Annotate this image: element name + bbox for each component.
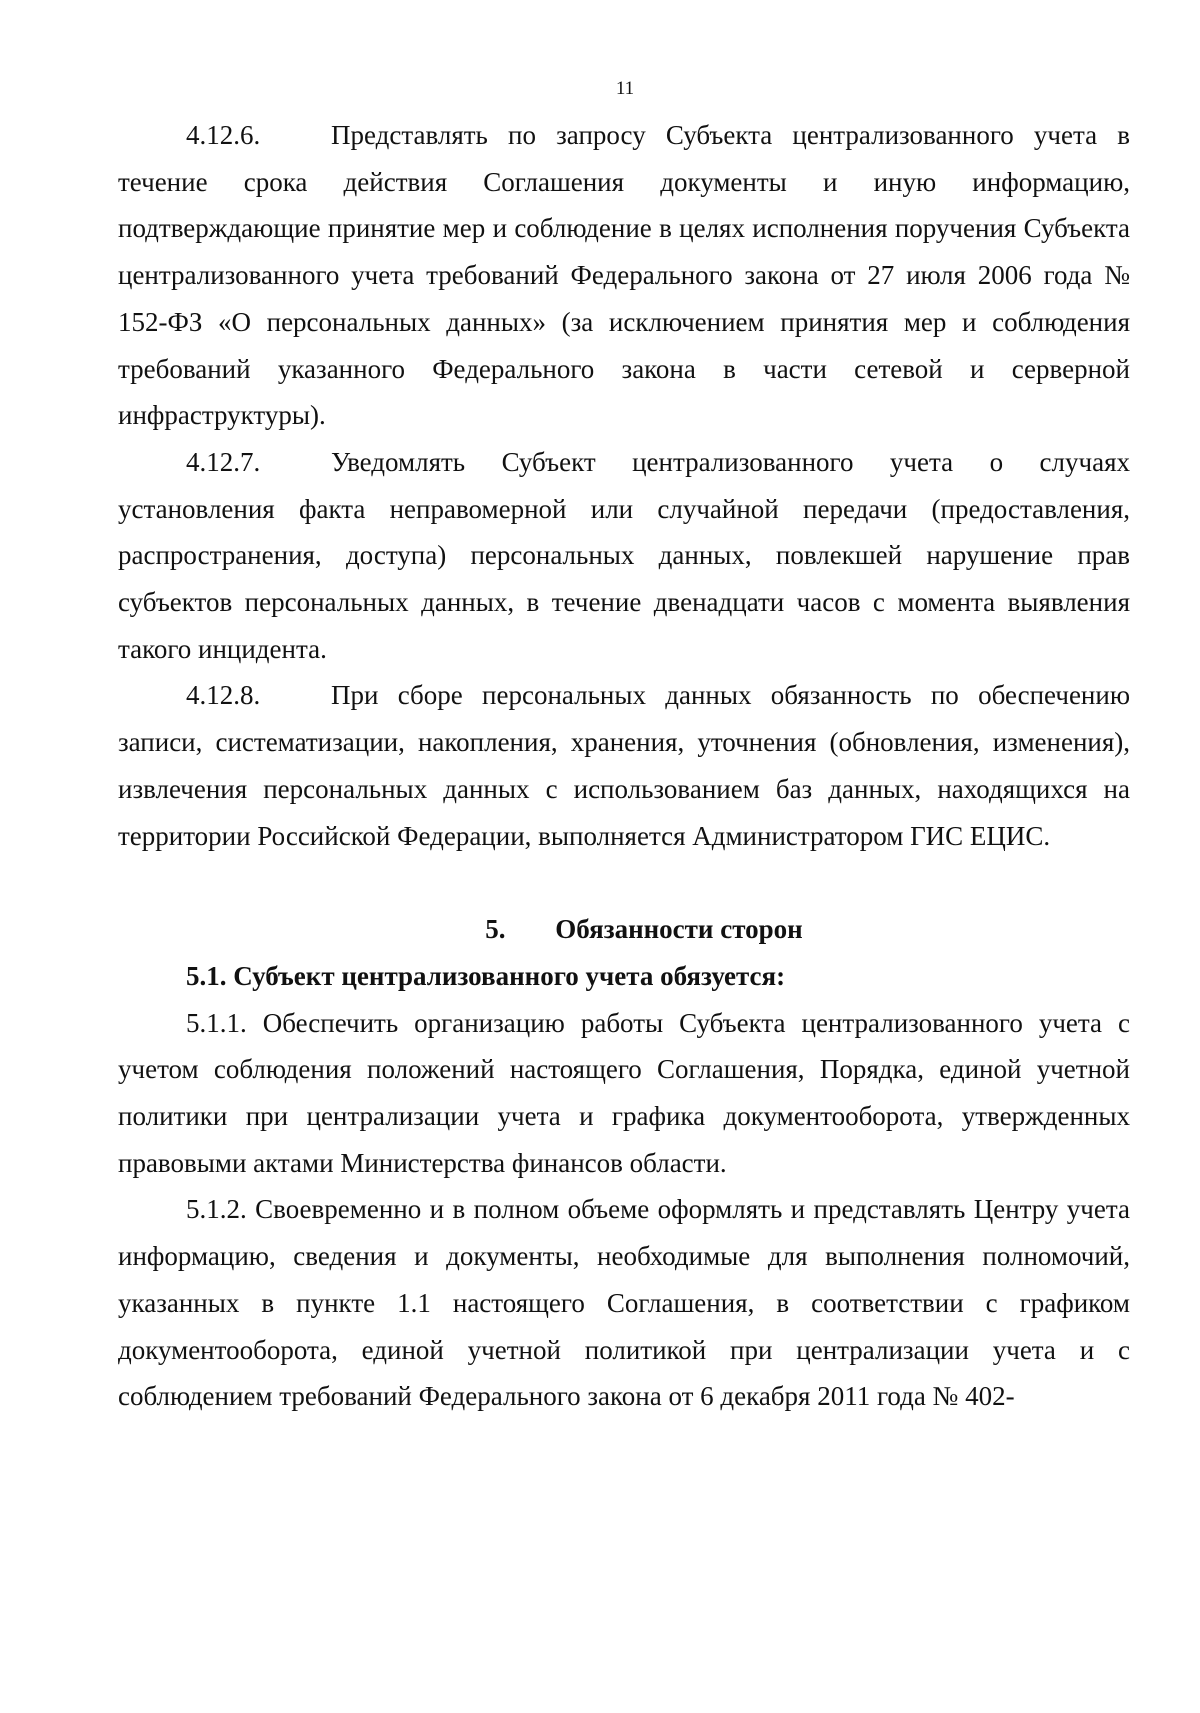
section-spacer bbox=[118, 859, 1130, 906]
document-body bbox=[118, 112, 1130, 1420]
paragraph-5-1-2: 5.1.2. Своевременно и в полном объеме оформлять и представлять Центру учета информацию, сведения и документы, необходимые для выполнения полномочий, указанных в пункте 1.1 настоящего Соглашения, в соответствии с графиком документооборота, единой учетной политикой при централизации учета и с соблюдением требований Федерального закона от 6 декабря 2011 года № 402- bbox=[118, 1194, 1130, 1412]
paragraph-number: 4.12.8. bbox=[186, 680, 261, 711]
paragraph-text: Уведомлять Субъект централизованного учета о случаях установления факта неправомерной или случайной передачи (предоставления, распространения, доступа) персональных данных, повлекшей нарушение прав субъектов персональных данных, в течение двенадцати часов с момента выявления такого инцидента. bbox=[118, 446, 1130, 664]
paragraph-4-12-8 bbox=[118, 672, 1130, 859]
page-number: 11 bbox=[615, 78, 635, 99]
paragraph-text: Представлять по запросу Субъекта централизованного учета в течение срока действия Соглашения документы и иную информацию, подтверждающие принятие мер и соблюдение в целях исполнения поручения Субъекта централизованного учета требований Федерального закона от 27 июля 2006 года № 152-ФЗ «О персональных данных» (за исключением принятия мер и соблюдения требований указанного Федерального закона в части сетевой и серверной инфраструктуры). bbox=[118, 120, 1130, 431]
paragraph-text: При сборе персональных данных обязанность по обеспечению записи, систематизации, накопления, хранения, уточнения (обновления, изменения), извлечения персональных данных с использованием баз данных, находящихся на территории Российской Федерации, выполняется Администратором ГИС ЕЦИС. bbox=[118, 680, 1130, 851]
paragraph-4-12-6 bbox=[118, 112, 1130, 439]
paragraph-4-12-7 bbox=[118, 439, 1130, 673]
paragraph-5-1-1: 5.1.1. Обеспечить организацию работы Субъекта централизованного учета с учетом соблюдения положений настоящего Соглашения, Порядка, единой учетной политики при централизации учета и графика документооборота, утвержденных правовыми актами Министерства финансов области. bbox=[118, 1007, 1130, 1178]
paragraph-number: 4.12.7. bbox=[186, 446, 261, 477]
section-number: 5. bbox=[485, 914, 506, 945]
paragraph-number: 4.12.6. bbox=[186, 120, 261, 150]
subsection-heading: 5.1. Субъект централизованного учета обязуется: bbox=[186, 960, 786, 991]
section-title: Обязанности сторон bbox=[555, 914, 803, 945]
section-heading bbox=[118, 906, 1130, 953]
